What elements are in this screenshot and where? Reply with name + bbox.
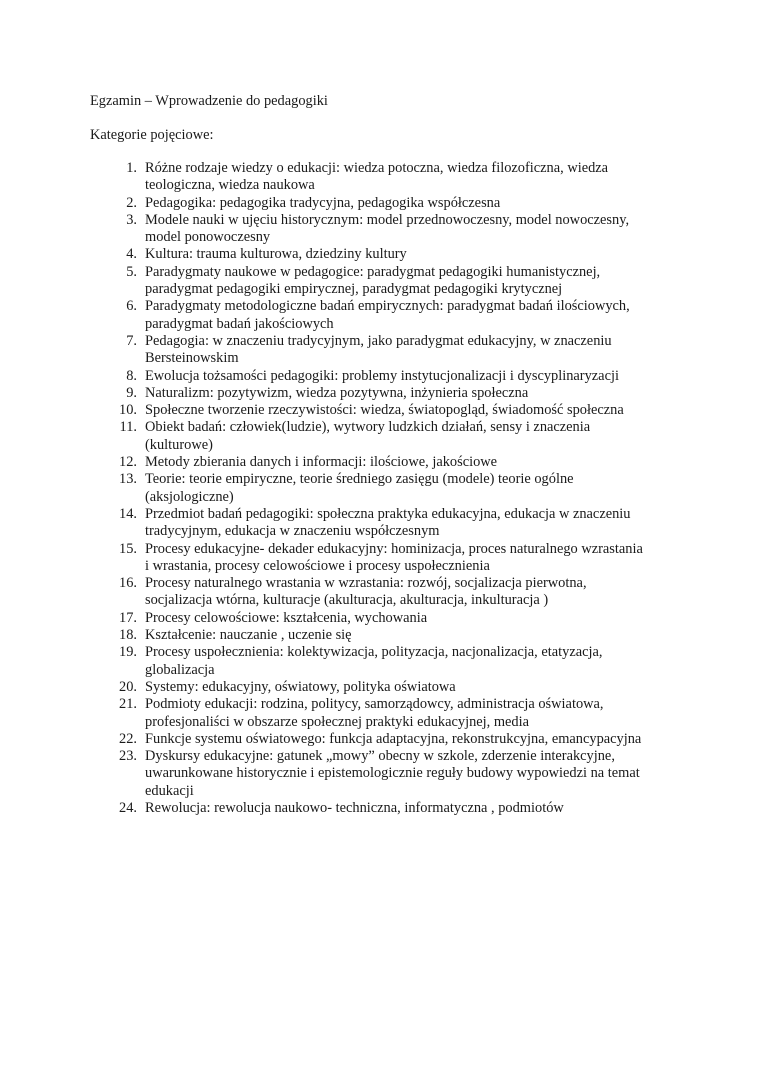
document-title: Egzamin – Wprowadzenie do pedagogiki [90,93,328,109]
list-item-number-text: 7. [126,332,137,349]
list-item-number [105,402,137,419]
list-item-text: Systemy: edukacyjny, oświatowy, polityka oświatowa [145,678,456,695]
list-item-gap [137,160,145,195]
list-item-text: Procesy edukacyjne- dekader edukacyjny: hominizacja, proces naturalnego wzrastania i wrastania, procesy celowościowe i procesy uspołecznienia [145,540,643,574]
list-item-number [105,333,137,368]
list-item-gap [137,541,145,576]
list-item-number-text: 21. [119,696,137,713]
list-item-number [105,419,137,454]
list-item-gap [137,610,145,627]
list-item-number-text: 20. [119,678,137,695]
list-item-gap [137,731,145,748]
list-item [105,419,685,454]
section-heading: Kategorie pojęciowe: [90,127,214,143]
list-item-number-text: 4. [126,246,137,263]
list-item-gap [137,212,145,247]
list-item [105,506,685,541]
list-item-text: Naturalizm: pozytywizm, wiedza pozytywna, inżynieria społeczna [145,384,529,401]
list-item-number [105,195,137,212]
list-item-number [105,454,137,471]
list-item-text: Pedagogika: pedagogika tradycyjna, pedagogika współczesna [145,194,501,211]
list-item-gap [137,454,145,471]
list-item-text: Ewolucja tożsamości pedagogiki: problemy instytucjonalizacji i dyscyplinaryzacji [145,367,619,384]
list-item-text: Modele nauki w ujęciu historycznym: model przednowoczesny, model nowoczesny, model ponowoczesny [145,211,630,246]
list-item-text: Obiekt badań: człowiek(ludzie), wytwory ludzkich działań, sensy i znaczenia (kulturowe) [145,419,591,453]
list-item-number [105,471,137,506]
list-item-gap [137,333,145,368]
list-item-text: Rewolucja: rewolucja naukowo- techniczna, informatyczna , podmiotów [145,799,564,816]
list-item [105,541,685,576]
list-item-gap [137,246,145,263]
list-item-text: Procesy celowościowe: kształcenia, wychowania [145,609,428,626]
list-item [105,160,685,195]
list-item-number [105,679,137,696]
list-item-text: Przedmiot badań pedagogiki: społeczna praktyka edukacyjna, edukacja w znaczeniu tradycyjnym, edukacja w znaczeniu współczesnym [145,505,631,540]
list-item-number [105,748,137,800]
list-item-text: Kształcenie: nauczanie , uczenie się [145,627,352,644]
list-item-number [105,610,137,627]
list-item-number-text: 17. [119,609,137,626]
list-item-number-text: 8. [126,367,137,384]
list-item-number [105,800,137,817]
list-item-gap [137,748,145,800]
list-item-number-text: 24. [119,799,137,816]
list-item-number [105,731,137,748]
list-item-number-text: 2. [126,194,137,211]
list-item [105,644,685,679]
list-item-text: Teorie: teorie empiryczne, teorie średniego zasięgu (modele) teorie ogólne (aksjologiczne) [145,471,574,505]
list-item-number-text: 12. [119,454,137,471]
list-item-number-text: 16. [119,575,137,592]
list-item-number [105,541,137,576]
list-item-number-text: 11. [119,419,137,436]
list-item [105,246,685,263]
list-item [105,195,685,212]
list-item [105,333,685,368]
list-item-number [105,696,137,731]
list-item-gap [137,627,145,644]
list-item-number-text: 13. [119,471,137,488]
list-item-number-text: 22. [119,730,137,747]
list-item-text: Kultura: trauma kulturowa, dziedziny kultury [145,246,407,263]
list-item-text: Paradygmaty metodologiczne badań empirycznych: paradygmat badań ilościowych, paradygmat badań jakościowych [145,298,630,332]
list-item-number-text: 10. [119,402,137,419]
list-item-text: Metody zbierania danych i informacji: ilościowe, jakościowe [145,454,498,471]
list-item-number-text: 5. [126,263,137,280]
list-item-number [105,212,137,247]
list-item-gap [137,419,145,454]
list-item [105,696,685,731]
list-item-number-text: 3. [126,211,137,228]
list-item [105,627,685,644]
list-item [105,679,685,696]
list-item [105,748,685,800]
list-item-text: Paradygmaty naukowe w pedagogice: paradygmat pedagogiki humanistycznej, paradygmat pedagogiki empirycznej, paradygmat pedagogiki krytycznej [145,263,601,298]
list-item-number-text: 14. [119,505,137,522]
list-item-gap [137,696,145,731]
list-item-number [105,298,137,333]
list-item-gap [137,575,145,610]
list-item [105,264,685,299]
list-item-number [105,264,137,299]
list-item [105,402,685,419]
list-item [105,298,685,333]
list-item-number [105,575,137,610]
list-item-number-text: 9. [126,384,137,401]
list-item-number [105,385,137,402]
list-item-text: Różne rodzaje wiedzy o edukacji: wiedza potoczna, wiedza filozoficzna, wiedza teologiczna, wiedza naukowa [145,160,609,194]
list-item-number-text: 18. [119,627,137,644]
list-item-number [105,644,137,679]
list-item [105,385,685,402]
list-item-gap [137,506,145,541]
list-item-gap [137,195,145,212]
list-item-gap [137,679,145,696]
list-item [105,368,685,385]
concept-list [105,160,685,817]
list-item-number-text: 1. [126,160,137,176]
list-item [105,800,685,817]
list-item-gap [137,800,145,817]
list-item-number [105,160,137,195]
list-item [105,212,685,247]
list-item-number-text: 15. [119,540,137,557]
list-item [105,575,685,610]
list-item-gap [137,385,145,402]
list-item-gap [137,298,145,333]
list-item-gap [137,644,145,679]
list-item [105,731,685,748]
list-item-number-text: 23. [119,748,137,765]
list-item [105,471,685,506]
list-item-text: Pedagogia: w znaczeniu tradycyjnym, jako paradygmat edukacyjny, w znaczeniu Bersteinowskim [145,332,612,367]
list-item-gap [137,402,145,419]
list-item-gap [137,471,145,506]
list-item-number [105,506,137,541]
list-item-text: Procesy uspołecznienia: kolektywizacja, polityzacja, nacjonalizacja, etatyzacja, globalizacja [145,644,603,678]
list-item-number-text: 6. [126,298,137,315]
list-item-text: Procesy naturalnego wrastania w wzrastania: rozwój, socjalizacja pierwotna, socjalizacja wtórna, kulturacje (akulturacja, akulturacja, inkulturacja ) [145,575,587,609]
list-item [105,454,685,471]
list-item-number-text: 19. [119,644,137,661]
list-item [105,610,685,627]
list-item-text: Dyskursy edukacyjne: gatunek „mowy” obecny w szkole, zderzenie interakcyjne, uwarunkowane historycznie i epistemologicznie reguły budowy wypowiedzi na temat edukacji [145,748,640,799]
list-item-text: Społeczne tworzenie rzeczywistości: wiedza, światopogląd, świadomość społeczna [145,402,624,419]
list-item-number [105,246,137,263]
list-item-number [105,368,137,385]
list-item-text: Podmioty edukacji: rodzina, politycy, samorządowcy, administracja oświatowa, profesjonaliści w obszarze społecznej praktyki edukacyjnej, media [145,696,604,730]
list-item-text: Funkcje systemu oświatowego: funkcja adaptacyjna, rekonstrukcyjna, emancypacyjna [145,730,642,747]
list-item-number [105,627,137,644]
list-item-gap [137,264,145,299]
list-item-gap [137,368,145,385]
